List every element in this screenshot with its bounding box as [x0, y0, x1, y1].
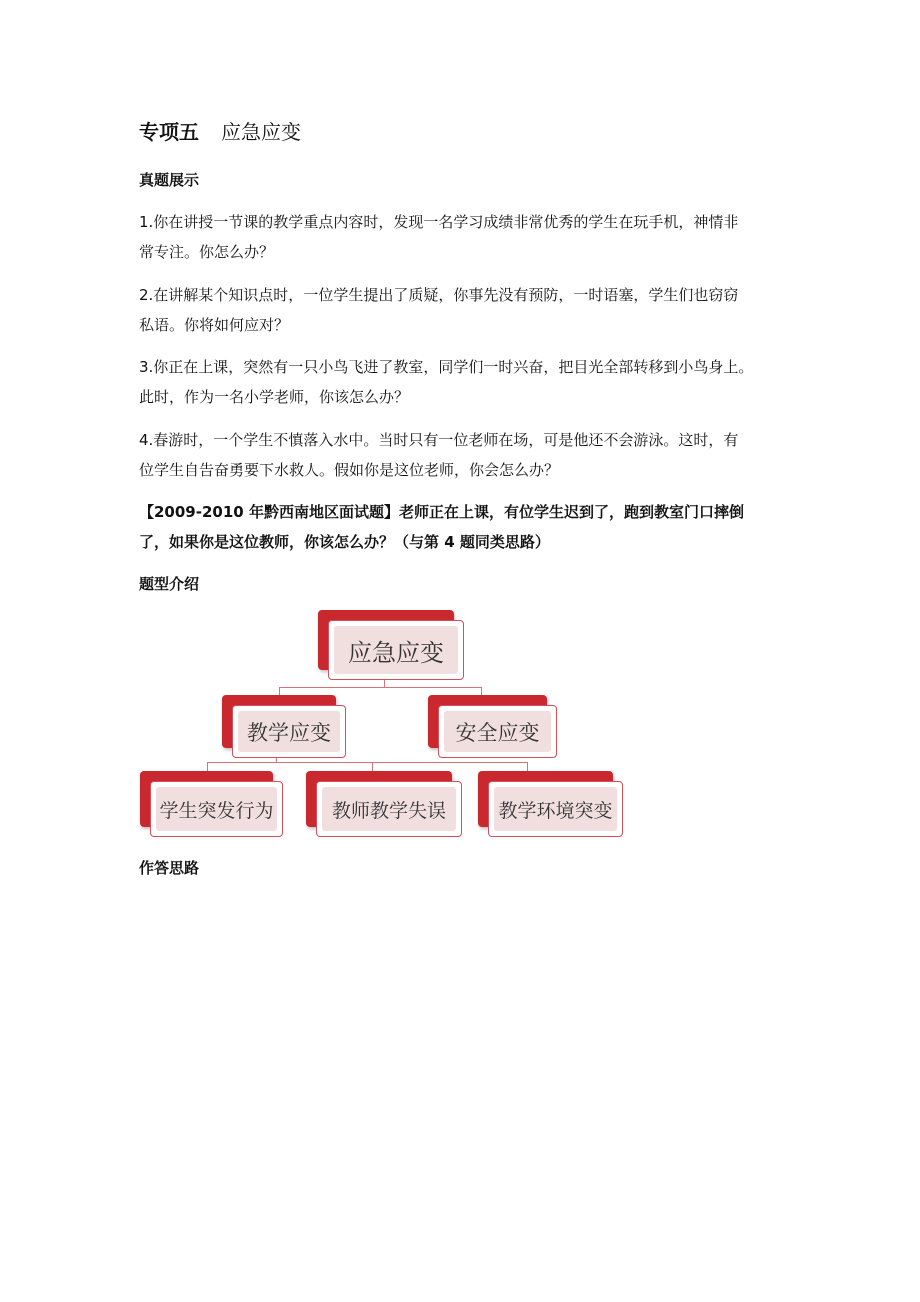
section-heading-answer-approach: 作答思路 — [139, 859, 200, 877]
question-1 — [139, 207, 789, 267]
question-4-line-2: 位学生自告奋勇要下水救人。假如你是这位老师，你会怎么办？ — [139, 461, 560, 479]
connector-root-bar — [279, 687, 482, 688]
question-3-line-1: 3.你正在上课，突然有一只小鸟飞进了教室，同学们一时兴奋，把目光全部转移到小鸟身上。 — [139, 358, 754, 376]
connector-to-teaching — [279, 687, 280, 695]
diagram-node-teaching-response-label: 教学应变 — [247, 720, 331, 745]
diagram-node-safety-response — [428, 695, 557, 758]
title-prefix: 专项五 — [139, 120, 199, 144]
diagram-node-environment-change — [478, 771, 623, 837]
question-1-line-1: 1.你在讲授一节课的教学重点内容时，发现一名学习成绩非常优秀的学生在玩手机，神情非 — [139, 213, 739, 231]
connector-to-safety — [481, 687, 482, 695]
question-3 — [139, 352, 789, 412]
exam-note-line-2: 了，如果你是这位教师，你该怎么办？（与第 4 题同类思路） — [139, 533, 550, 551]
question-4 — [139, 425, 789, 485]
diagram-node-environment-change-label: 教学环境突变 — [498, 799, 613, 822]
diagram-node-teacher-mistake-label: 教师教学失误 — [331, 799, 446, 822]
diagram-node-safety-response-label: 安全应变 — [455, 720, 540, 745]
section-heading-exam-questions: 真题展示 — [139, 171, 200, 189]
exam-note-line-1: 【2009-2010 年黔西南地区面试题】老师正在上课，有位学生迟到了，跑到教室门口摔倒 — [139, 503, 744, 521]
diagram-node-teaching-response — [222, 695, 346, 758]
connector-to-student-behavior — [207, 762, 208, 771]
question-3-line-2: 此时，作为一名小学老师，你该怎么办？ — [139, 388, 410, 406]
hierarchy-diagram — [0, 600, 920, 850]
section-heading-question-types: 题型介绍 — [139, 575, 200, 593]
diagram-node-teacher-mistake — [306, 771, 462, 837]
diagram-node-root-label: 应急应变 — [348, 638, 444, 667]
diagram-node-root — [318, 610, 464, 680]
connector-teaching-bar — [207, 762, 528, 763]
question-1-line-2: 常专注。你怎么办？ — [139, 243, 275, 261]
exam-note — [139, 497, 789, 557]
connector-to-teacher-mistake — [372, 762, 373, 771]
title-main: 应急应变 — [221, 120, 301, 144]
question-2-line-1: 2.在讲解某个知识点时，一位学生提出了质疑，你事先没有预防，一时语塞，学生们也窃窃 — [139, 286, 739, 304]
connector-to-environment-change — [527, 762, 528, 771]
diagram-node-student-behavior — [140, 771, 283, 837]
question-2 — [139, 280, 789, 340]
diagram-node-student-behavior-label: 学生突发行为 — [159, 799, 274, 822]
page-title — [139, 117, 301, 147]
question-4-line-1: 4.春游时，一个学生不慎落入水中。当时只有一位老师在场，可是他还不会游泳。这时，有 — [139, 431, 739, 449]
question-2-line-2: 私语。你将如何应对？ — [139, 316, 290, 334]
